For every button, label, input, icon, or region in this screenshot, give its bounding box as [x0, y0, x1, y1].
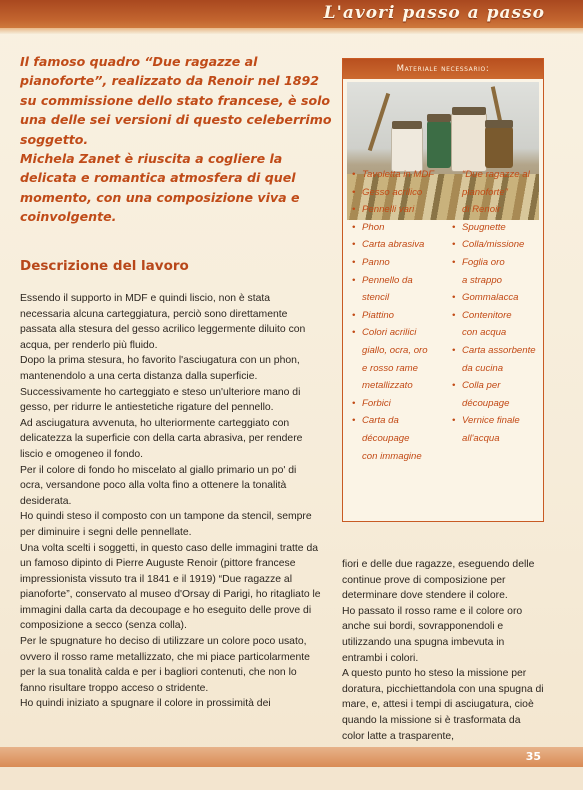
- materials-list-item: con immagine: [362, 450, 422, 462]
- page-number: 35: [525, 750, 541, 763]
- materials-list-item: découpage: [362, 432, 410, 444]
- materials-list-item: • Gesso acrilico: [352, 184, 448, 202]
- body-paragraph: A questo punto ho steso la missione per doratura, picchiettandola con una spugna di mare, e, attesi i tempi di asciugatura, cioè quando la missione si è trasformata da color latte a trasparente,: [342, 668, 544, 742]
- materials-list-item: • Gommalacca: [452, 289, 544, 307]
- materials-list-item: • Tavoletta in MDF: [352, 166, 448, 184]
- materials-list-item: • Foglia oro: [452, 254, 544, 272]
- materials-list-item: • Pennello da: [352, 272, 448, 290]
- jar-shape: [451, 112, 487, 172]
- materials-list-item: • Spugnette: [452, 219, 544, 237]
- body-paragraph: Ho quindi iniziato a spugnare il colore in prossimità dei: [20, 698, 271, 710]
- materials-list-item: • Contenitore: [452, 307, 544, 325]
- brush-shape: [368, 93, 390, 151]
- materials-list-item: • Colla per: [452, 377, 544, 395]
- materials-header: Materiale necessario:: [343, 59, 543, 79]
- materials-list-item: • Panno: [352, 254, 448, 272]
- materials-list-item: • Forbici: [352, 395, 448, 413]
- footer-margin: [0, 767, 583, 790]
- materials-list-item: “Due ragazze al: [462, 169, 530, 180]
- materials-list-item: con acqua: [462, 327, 507, 339]
- materials-list-item: • Carta abrasiva: [352, 236, 448, 254]
- materials-list-left: [352, 166, 448, 465]
- body-paragraph: Ho passato il rosso rame e il colore oro anche sui bordi, sovrapponendoli e utilizzando una spugna imbevuta in entrambi i colori.: [342, 605, 523, 664]
- materials-list-item: giallo, ocra, oro: [362, 344, 428, 356]
- materials-list-item: • Carta assorbente: [452, 342, 544, 360]
- materials-list-item: • Pennelli vari: [352, 201, 448, 219]
- header-title: L'avori passo a passo: [323, 3, 545, 23]
- materials-list-item: metallizzato: [362, 380, 413, 392]
- section-title: Descrizione del lavoro: [20, 258, 189, 274]
- materials-list-item: pianoforte”: [462, 186, 508, 198]
- body-paragraph: Dopo la prima stesura, ho favorito l'asciugatura con un phon, mantenendolo a una certa distanza dalla superficie.: [20, 355, 300, 382]
- intro-text: [20, 52, 338, 227]
- materials-list-item: da cucina: [462, 362, 504, 374]
- body-paragraph: Ad asciugatura avvenuta, ho ulteriormente carteggiato con delicatezza la superficie con della carta abrasiva, per rendere liscio e omogeneo il fondo.: [20, 417, 303, 460]
- materials-list-item: • Phon: [352, 219, 448, 237]
- materials-list-item: • Colla/missione: [452, 236, 544, 254]
- body-paragraph: Successivamente ho carteggiato e steso un'ulteriore mano di gesso, per ridurre le antiestetiche rigature del pennello.: [20, 386, 301, 414]
- continuation-column: [342, 557, 544, 744]
- jar-shape: [427, 120, 451, 168]
- body-paragraph: Una volta scelti i soggetti, in questo caso delle immagini tratte da un famoso dipinto di Pierre Auguste Renoir (pittore francese impressionista vissuto tra il 1841 e il 1919) “Due ragazze al pianoforte”, conservato al museo d'Orsay di Parigi, ho ritagliato le immagini dalla carta da decoupage e ho eseguito delle prove di composizione a secco (senza colla).: [20, 542, 321, 632]
- body-paragraph: fiori e delle due ragazze, eseguendo delle continue prove di composizione per determinare dove stendere il colore.: [342, 559, 535, 602]
- intro-paragraph: Il famoso quadro “Due ragazze al pianoforte”, realizzato da Renoir nel 1892 su commissione dello stato francese, è solo una delle sei versioni di questo celeberrimo soggetto.: [20, 54, 332, 147]
- materials-list-item: • Piattino: [352, 307, 448, 325]
- materials-list-item: all'acqua: [462, 432, 500, 444]
- materials-list-item: découpage: [462, 397, 510, 409]
- materials-list-item: • Vernice finale: [452, 412, 544, 430]
- body-paragraph: Essendo il supporto in MDF e quindi liscio, non è stata necessaria alcuna carteggiatura, perciò sono direttamente passata alla stesura del gesso acrilico leggermente diluito con acqua, per renderlo più fluido.: [20, 293, 306, 351]
- body-paragraph: Per il colore di fondo ho miscelato al giallo primario un po' di ocra, versandone poco alla volta fino a ottenere la tonalità desiderata.: [20, 464, 297, 507]
- materials-list-item: di Renoir: [462, 204, 501, 216]
- footer-band: [0, 747, 583, 767]
- body-column: [20, 291, 322, 712]
- jar-shape: [485, 126, 513, 168]
- materials-list-item: • Carta da: [352, 412, 448, 430]
- materials-list-item: e rosso rame: [362, 362, 418, 374]
- header-band-fade: [0, 28, 583, 34]
- materials-list-right: [452, 166, 544, 448]
- materials-list-item: • Colori acrilici: [352, 324, 448, 342]
- body-paragraph: Per le spugnature ho deciso di utilizzare un colore poco usato, ovvero il rosso rame metallizzato, che mi piace particolarmente per la sua tonalità calda e per i bagliori contenuti, che non lo fanno risultare troppo acceso o stridente.: [20, 636, 310, 694]
- body-paragraph: Ho quindi steso il composto con un tampone da stencil, sempre per diminuire i segni delle pennellate.: [20, 511, 312, 538]
- materials-list-item: stencil: [362, 292, 390, 304]
- materials-list-item: a strappo: [462, 274, 503, 286]
- intro-paragraph: Michela Zanet è riuscita a cogliere la delicata e romantica atmosfera di quel momento, con una composizione viva e coinvolgente.: [20, 151, 300, 225]
